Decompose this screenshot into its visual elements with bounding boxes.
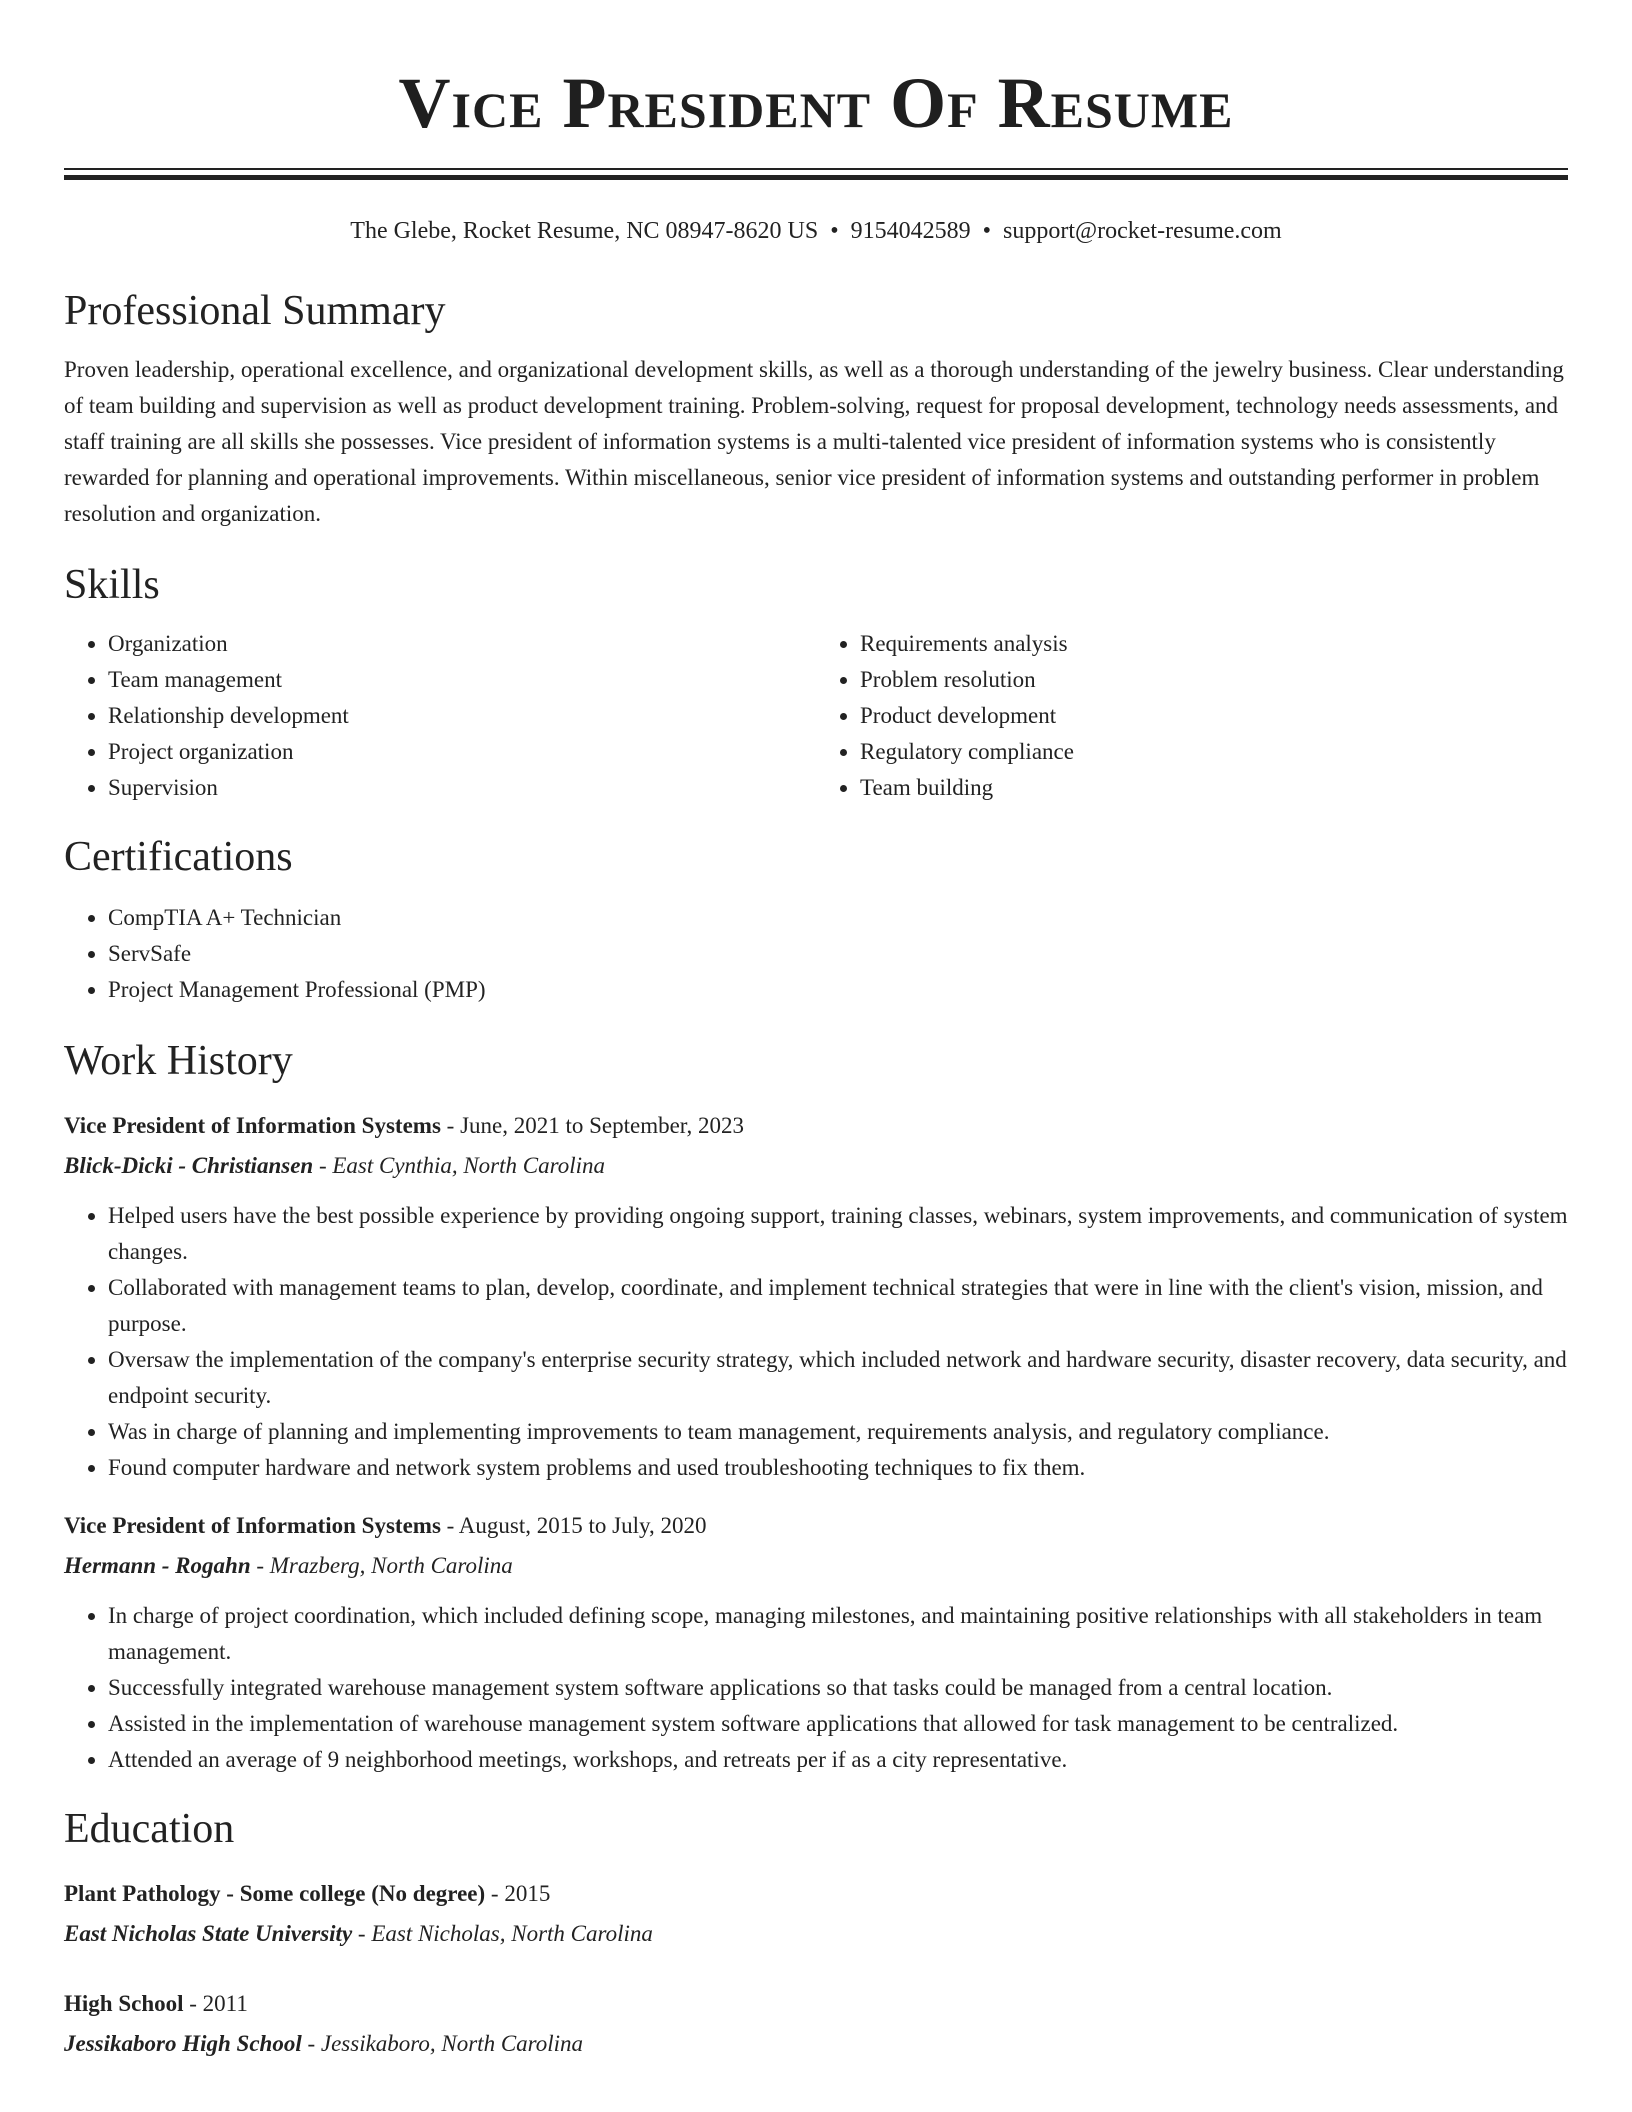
job-company: Blick-Dicki - Christiansen bbox=[64, 1153, 314, 1178]
education-school: Jessikaboro High School bbox=[64, 2031, 302, 2056]
job-bullet: • Found computer hardware and network system problems and used troubleshooting techniques to fix them. bbox=[108, 1450, 1568, 1486]
skill-item: • Relationship development bbox=[108, 698, 816, 734]
job-entry bbox=[64, 1506, 1568, 1778]
job-dates: - June, 2021 to September, 2023 bbox=[440, 1113, 745, 1138]
job-role: Vice President of Information Systems bbox=[64, 1113, 441, 1138]
job-bullet: • Attended an average of 9 neighborhood meetings, workshops, and retreats per if as a city representative. bbox=[108, 1742, 1568, 1778]
title-divider bbox=[64, 168, 1568, 180]
education-degree: Plant Pathology - Some college (No degree) bbox=[64, 1881, 486, 1906]
job-company: Hermann - Rogahn bbox=[64, 1553, 251, 1578]
job-location: - East Cynthia, North Carolina bbox=[313, 1153, 605, 1178]
education-school: East Nicholas State University bbox=[64, 1921, 353, 1946]
job-bullets bbox=[64, 1598, 1568, 1778]
education-degree-line bbox=[64, 1984, 1568, 2024]
contact-address: The Glebe, Rocket Resume, NC 08947-8620 US bbox=[350, 218, 819, 244]
job-role: Vice President of Information Systems bbox=[64, 1513, 441, 1538]
job-bullet: • In charge of project coordination, which included defining scope, managing milestones, and maintaining positive relationships with all stakeholders in team management. bbox=[108, 1598, 1568, 1670]
skill-item: • Team management bbox=[108, 662, 816, 698]
education-heading: Education bbox=[64, 1806, 235, 1852]
job-bullet: • Was in charge of planning and implementing improvements to team management, requirements analysis, and regulatory compliance. bbox=[108, 1414, 1568, 1450]
contact-separator: • bbox=[982, 218, 992, 244]
job-location: - Mrazberg, North Carolina bbox=[250, 1553, 513, 1578]
skill-item: • Supervision bbox=[108, 770, 816, 806]
education-school-line bbox=[64, 2024, 1568, 2064]
skill-item: • Project organization bbox=[108, 734, 816, 770]
skill-item: • Organization bbox=[108, 626, 816, 662]
skill-item: • Problem resolution bbox=[860, 662, 1568, 698]
summary-text: Proven leadership, operational excellence, and organizational development skills, as well as a thorough understanding of the jewelry business. Clear understanding of team building and supervision as well as product development training. Problem-solving, request for proposal development, technology needs assessments, and staff training are all skills she possesses. Vice president of information systems is a multi-talented vice president of information systems who is consistently rewarded for planning and operational improvements. Within miscellaneous, senior vice president of information systems and outstanding performer in problem resolution and organization. bbox=[64, 357, 1564, 526]
job-employer-line bbox=[64, 1546, 1568, 1586]
skill-item: • Regulatory compliance bbox=[860, 734, 1568, 770]
skills-column-left bbox=[64, 626, 816, 806]
resume-title: Vice President Of Resume bbox=[398, 63, 1234, 143]
job-bullet: • Collaborated with management teams to plan, develop, coordinate, and implement technical strategies that were in line with the client's vision, mission, and purpose. bbox=[108, 1270, 1568, 1342]
skill-item: • Product development bbox=[860, 698, 1568, 734]
education-degree-line bbox=[64, 1874, 1568, 1914]
contact-separator: • bbox=[830, 218, 839, 244]
job-entry bbox=[64, 1106, 1568, 1486]
skill-item: • Team building bbox=[860, 770, 1568, 806]
contact-line bbox=[64, 216, 1568, 246]
summary-heading: Professional Summary bbox=[64, 288, 446, 334]
education-degree: High School bbox=[64, 1991, 184, 2016]
skill-item: • Requirements analysis bbox=[860, 626, 1568, 662]
job-dates: - August, 2015 to July, 2020 bbox=[440, 1513, 707, 1538]
job-title-line bbox=[64, 1106, 1568, 1146]
education-location: - Jessikaboro, North Carolina bbox=[301, 2031, 584, 2056]
job-bullet: • Successfully integrated warehouse management system software applications so that tasks could be managed from a central location. bbox=[108, 1670, 1568, 1706]
certifications-heading: Certifications bbox=[64, 834, 293, 880]
certification-item: • CompTIA A+ Technician bbox=[108, 900, 1568, 936]
education-entry bbox=[64, 1874, 1568, 1954]
skills-column-right bbox=[816, 626, 1568, 806]
job-bullet: • Helped users have the best possible experience by providing ongoing support, training classes, webinars, system improvements, and communication of system changes. bbox=[108, 1198, 1568, 1270]
job-bullet: • Assisted in the implementation of warehouse management system software applications that allowed for task management to be centralized. bbox=[108, 1706, 1568, 1742]
skills-list bbox=[64, 626, 1568, 806]
certification-item: • Project Management Professional (PMP) bbox=[108, 972, 1568, 1008]
certification-item: • ServSafe bbox=[108, 936, 1568, 972]
contact-phone: 9154042589 bbox=[850, 218, 971, 244]
job-employer-line bbox=[64, 1146, 1568, 1186]
education-entry bbox=[64, 1984, 1568, 2064]
job-bullets bbox=[64, 1198, 1568, 1486]
education-year: - 2011 bbox=[183, 1991, 248, 2016]
education-location: - East Nicholas, North Carolina bbox=[352, 1921, 653, 1946]
education-school-line bbox=[64, 1914, 1568, 1954]
education-year: - 2015 bbox=[485, 1881, 551, 1906]
contact-email: support@rocket-resume.com bbox=[1003, 218, 1282, 244]
work-history-heading: Work History bbox=[64, 1038, 293, 1084]
job-bullet: • Oversaw the implementation of the company's enterprise security strategy, which included network and hardware security, disaster recovery, data security, and endpoint security. bbox=[108, 1342, 1568, 1414]
job-title-line bbox=[64, 1506, 1568, 1546]
skills-heading: Skills bbox=[64, 562, 160, 608]
certifications-list bbox=[64, 900, 1568, 1008]
